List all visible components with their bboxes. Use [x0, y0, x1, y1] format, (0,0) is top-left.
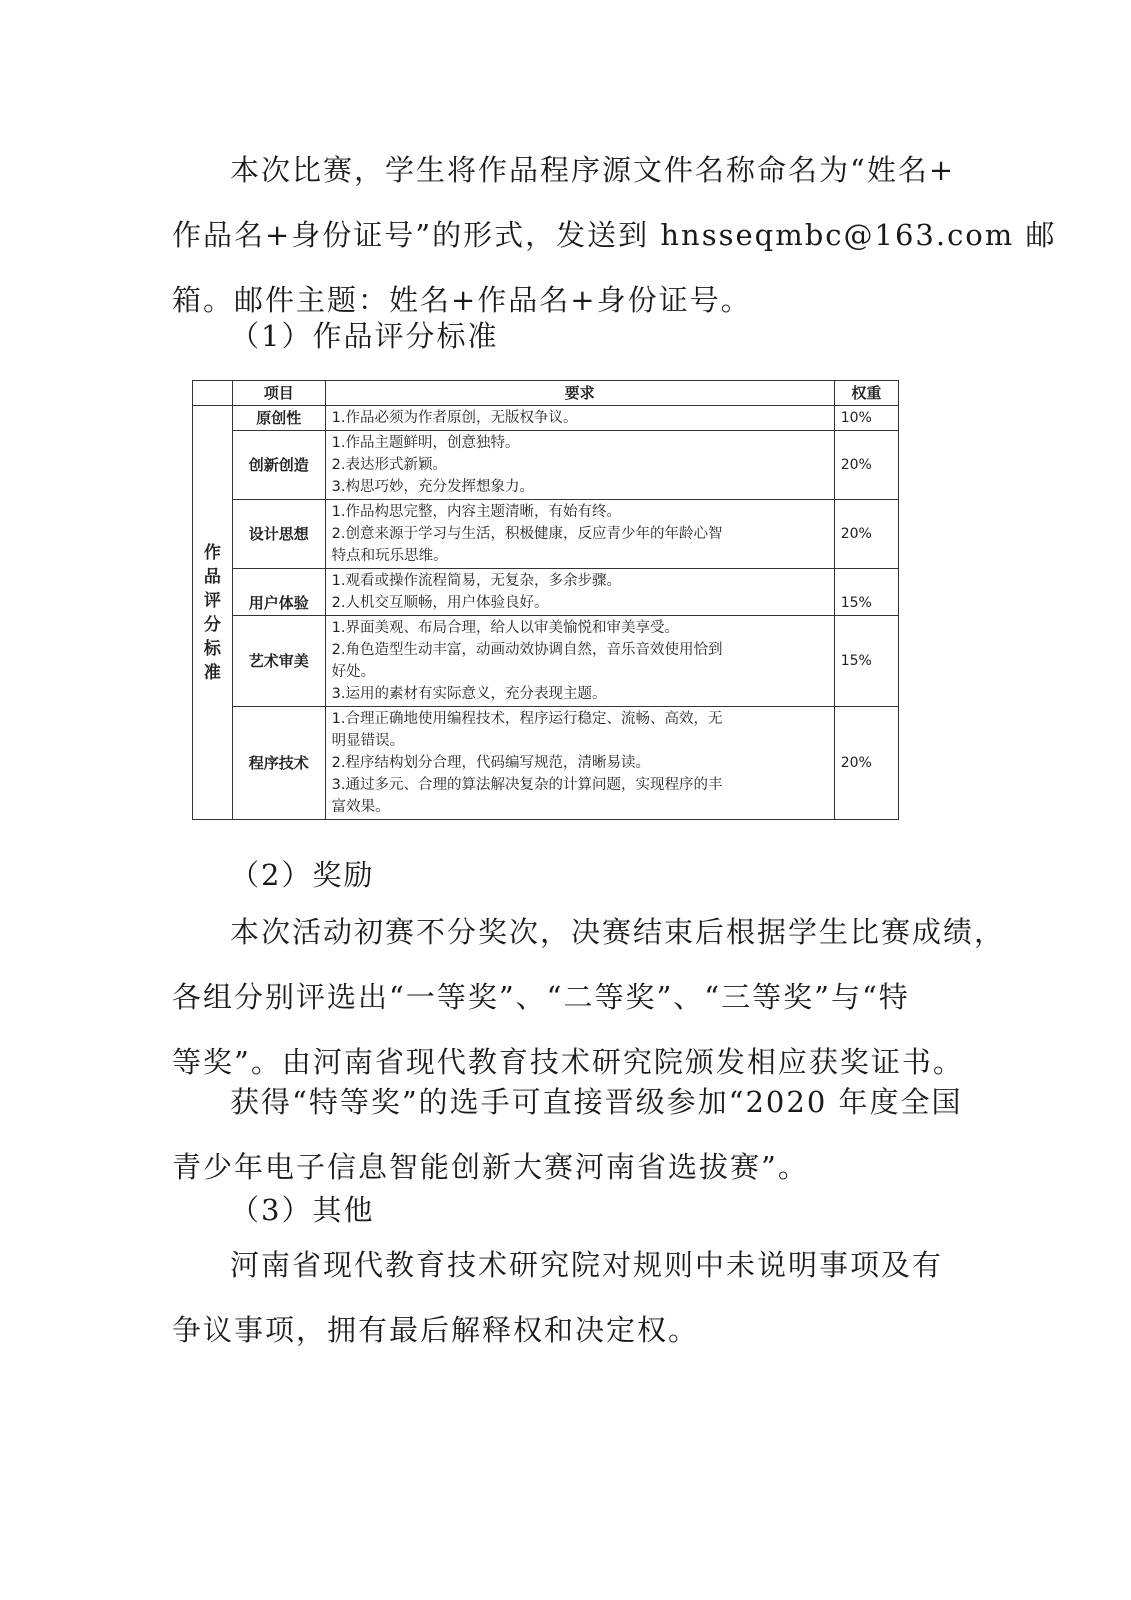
awards-line-1: 本次活动初赛不分奖次，决赛结束后根据学生比赛成绩， — [230, 915, 1006, 949]
table-row — [193, 406, 899, 431]
requirement-cell: 1.作品主题鲜明，创意独特。 2.表达形式新颖。 3.构思巧妙，充分发挥想象力。 — [325, 431, 834, 500]
requirement-cell: 1.作品必须为作者原创，无版权争议。 — [325, 406, 834, 431]
awards-line-3: 等奖”。由河南省现代教育技术研究院颁发相应获奖证书。 — [172, 1045, 964, 1079]
table-row — [193, 431, 899, 500]
item-cell: 用户体验 — [232, 569, 325, 616]
table-row — [193, 707, 899, 820]
item-cell: 原创性 — [232, 406, 325, 431]
awards-line-5: 青少年电子信息智能创新大赛河南省选拔赛”。 — [172, 1150, 809, 1184]
requirement-cell: 1.观看或操作流程简易，无复杂，多余步骤。 2.人机交互顺畅，用户体验良好。 — [325, 569, 834, 616]
table-row — [193, 569, 899, 616]
section-heading-scoring: （1）作品评分标准 — [230, 319, 499, 353]
weight-cell: 20% — [834, 500, 898, 569]
weight-cell: 15% — [834, 616, 898, 707]
item-cell: 程序技术 — [232, 707, 325, 820]
requirement-cell: 1.界面美观、布局合理，给人以审美愉悦和审美享受。 2.角色造型生动丰富，动画动效协调自然，音乐音效使用恰到 好处。 3.运用的素材有实际意义，充分表现主题。 — [325, 616, 834, 707]
awards-paragraph-1 — [172, 900, 1006, 1095]
item-cell: 设计思想 — [232, 500, 325, 569]
awards-line-2: 各组分别评选出“一等奖”、“二等奖”、“三等奖”与“特 — [172, 980, 910, 1014]
other-line-1: 河南省现代教育技术研究院对规则中未说明事项及有 — [230, 1248, 944, 1282]
section-heading-awards: （2）奖励 — [230, 858, 375, 892]
other-line-2: 争议事项，拥有最后解释权和决定权。 — [172, 1313, 700, 1347]
header-requirement: 要求 — [325, 381, 834, 406]
requirement-cell: 1.作品构思完整，内容主题清晰，有始有终。 2.创意来源于学习与生活，积极健康，反应青少年的年龄心智 特点和玩乐思维。 — [325, 500, 834, 569]
intro-line-3: 箱。邮件主题：姓名+作品名+身份证号。 — [172, 283, 752, 317]
weight-cell: 15% — [834, 569, 898, 616]
item-cell: 艺术审美 — [232, 616, 325, 707]
intro-line-1: 本次比赛，学生将作品程序源文件名称命名为“姓名+ — [230, 153, 956, 187]
intro-paragraph — [172, 138, 1057, 333]
item-cell: 创新创造 — [232, 431, 325, 500]
awards-line-4: 获得“特等奖”的选手可直接晋级参加“2020 年度全国 — [230, 1085, 963, 1119]
requirement-cell: 1.合理正确地使用编程技术，程序运行稳定、流畅、高效，无 明显错误。 2.程序结构划分合理，代码编写规范，清晰易读。 3.通过多元、合理的算法解决复杂的计算问题，实现程序的丰 富效果。 — [325, 707, 834, 820]
other-paragraph — [172, 1233, 952, 1363]
header-item: 项目 — [232, 381, 325, 406]
intro-line-2: 作品名+身份证号”的形式，发送到 hnsseqmbc@163.com 邮 — [172, 218, 1057, 252]
scoring-criteria-table — [192, 380, 899, 820]
awards-paragraph-2 — [172, 1070, 963, 1200]
section-heading-other: （3）其他 — [230, 1193, 375, 1227]
weight-cell: 10% — [834, 406, 898, 431]
table-header-row — [193, 381, 899, 406]
header-blank — [193, 381, 233, 406]
table-row — [193, 500, 899, 569]
weight-cell: 20% — [834, 707, 898, 820]
weight-cell: 20% — [834, 431, 898, 500]
header-weight: 权重 — [834, 381, 898, 406]
table-row — [193, 616, 899, 707]
category-cell: 作 品 评 分 标 准 — [193, 406, 233, 820]
